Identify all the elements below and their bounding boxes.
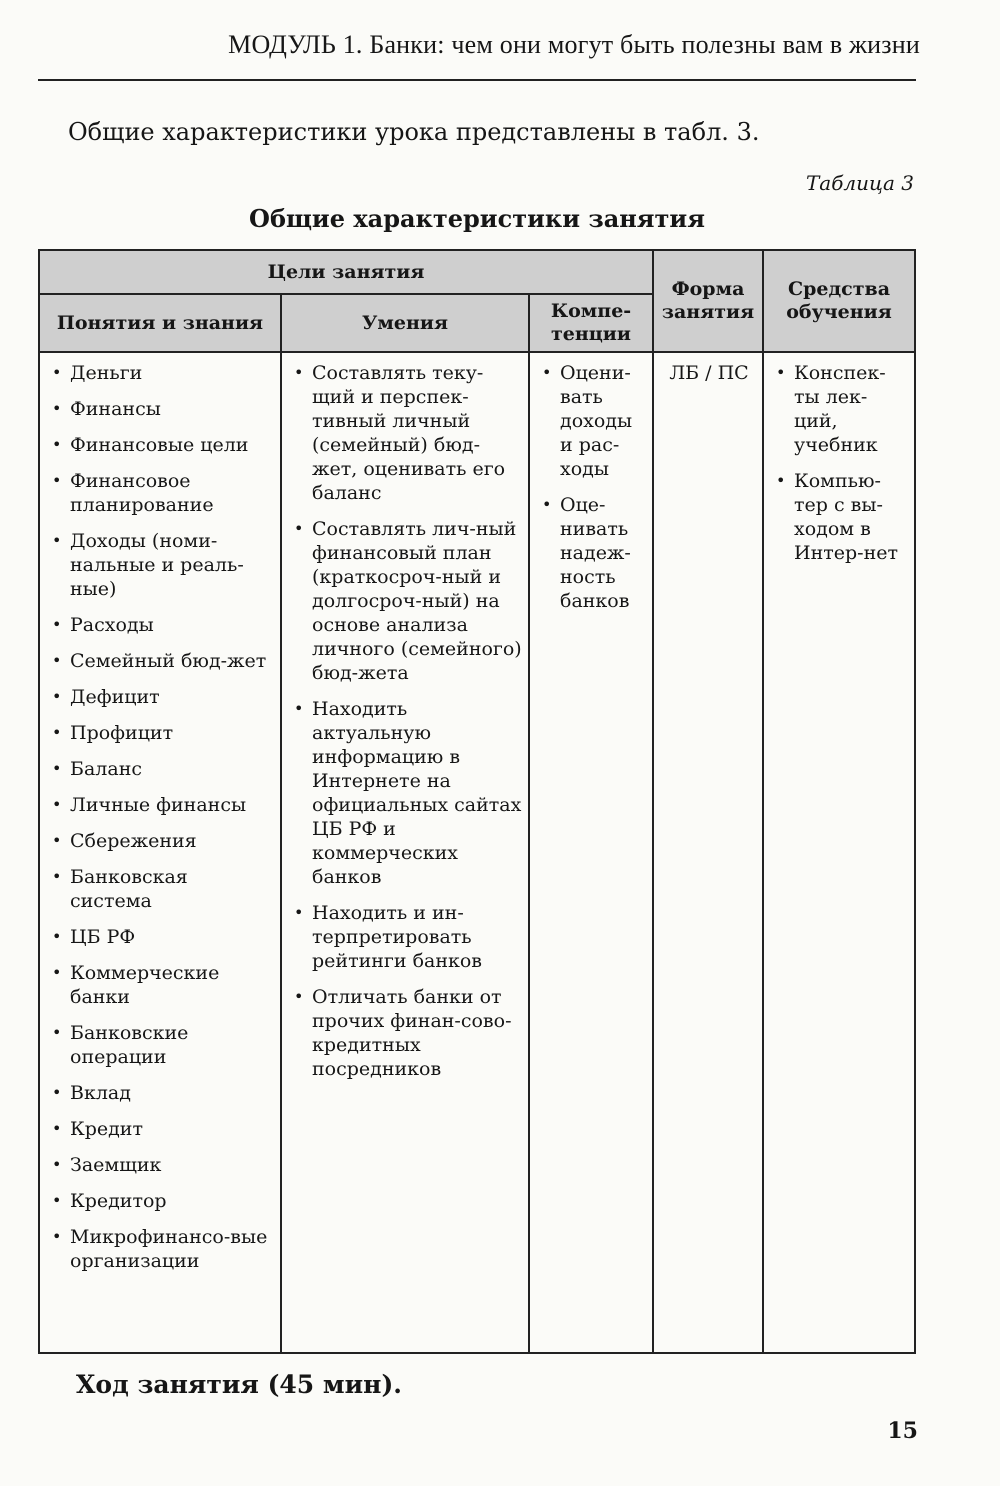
list-item: • Банковская система (48, 865, 274, 913)
list-item: • Финансы (48, 397, 274, 421)
form-cell: ЛБ / ПС (653, 352, 763, 1353)
list-item: • Составлять лич-ный финансовый план (краткосроч-ный и долгосроч-ный) на основе анализа личного (семейного) бюд-жета (290, 517, 522, 685)
list-item: • Финансовые цели (48, 433, 274, 457)
list-item: • Кредит (48, 1117, 274, 1141)
table-title: Общие характеристики занятия (249, 204, 705, 233)
header-skills: Умения (281, 294, 529, 352)
list-item: • Банковские операции (48, 1021, 274, 1069)
list-item: • Оцени-вать доходы и рас-ходы (538, 361, 646, 481)
competencies-list (538, 361, 646, 613)
header-competencies: Компе-тенции (529, 294, 653, 352)
means-list (772, 361, 908, 565)
means-cell (763, 352, 915, 1353)
list-item: • ЦБ РФ (48, 925, 274, 949)
list-item: • Доходы (номи-нальные и реаль-ные) (48, 529, 274, 601)
header-form: Форма занятия (653, 250, 763, 352)
list-item: • Дефицит (48, 685, 274, 709)
list-item: • Личные финансы (48, 793, 274, 817)
list-item: • Заемщик (48, 1153, 274, 1177)
list-item: • Профицит (48, 721, 274, 745)
list-item: • Конспек-ты лек-ций, учебник (772, 361, 908, 457)
list-item: • Находить и ин-терпретировать рейтинги банков (290, 901, 522, 973)
skills-list (290, 361, 522, 1081)
intro-text: Общие характеристики урока представлены в табл. 3. (68, 118, 760, 146)
concepts-cell (39, 352, 281, 1353)
list-item: • Отличать банки от прочих финан-сово-кредитных посредников (290, 985, 522, 1081)
section-heading: Ход занятия (45 мин). (76, 1370, 402, 1399)
list-item: • Коммерческие банки (48, 961, 274, 1009)
page-number: 15 (887, 1418, 918, 1444)
list-item: • Расходы (48, 613, 274, 637)
concepts-list (48, 361, 274, 1273)
list-item: • Находить актуальную информацию в Интернете на официальных сайтах ЦБ РФ и коммерческих банков (290, 697, 522, 889)
group-header-goals: Цели занятия (39, 250, 653, 294)
list-item: • Сбережения (48, 829, 274, 853)
list-item: • Деньги (48, 361, 274, 385)
header-rule (38, 79, 916, 81)
competencies-cell (529, 352, 653, 1353)
list-item: • Семейный бюд-жет (48, 649, 274, 673)
list-item: • Составлять теку-щий и перспек-тивный личный (семейный) бюд-жет, оценивать его баланс (290, 361, 522, 505)
header-concepts: Понятия и знания (39, 294, 281, 352)
list-item: • Микрофинансо-вые организации (48, 1225, 274, 1273)
list-item: • Финансовое планирование (48, 469, 274, 517)
list-item: • Компью-тер с вы-ходом в Интер-нет (772, 469, 908, 565)
list-item: • Баланс (48, 757, 274, 781)
list-item: • Вклад (48, 1081, 274, 1105)
skills-cell (281, 352, 529, 1353)
list-item: • Оце-нивать надеж-ность банков (538, 493, 646, 613)
header-means: Средства обучения (763, 250, 915, 352)
running-head: МОДУЛЬ 1. Банки: чем они могут быть полезны вам в жизни (228, 30, 920, 59)
list-item: • Кредитор (48, 1189, 274, 1213)
lesson-characteristics-table (38, 249, 916, 1354)
table-caption: Таблица 3 (805, 171, 914, 195)
